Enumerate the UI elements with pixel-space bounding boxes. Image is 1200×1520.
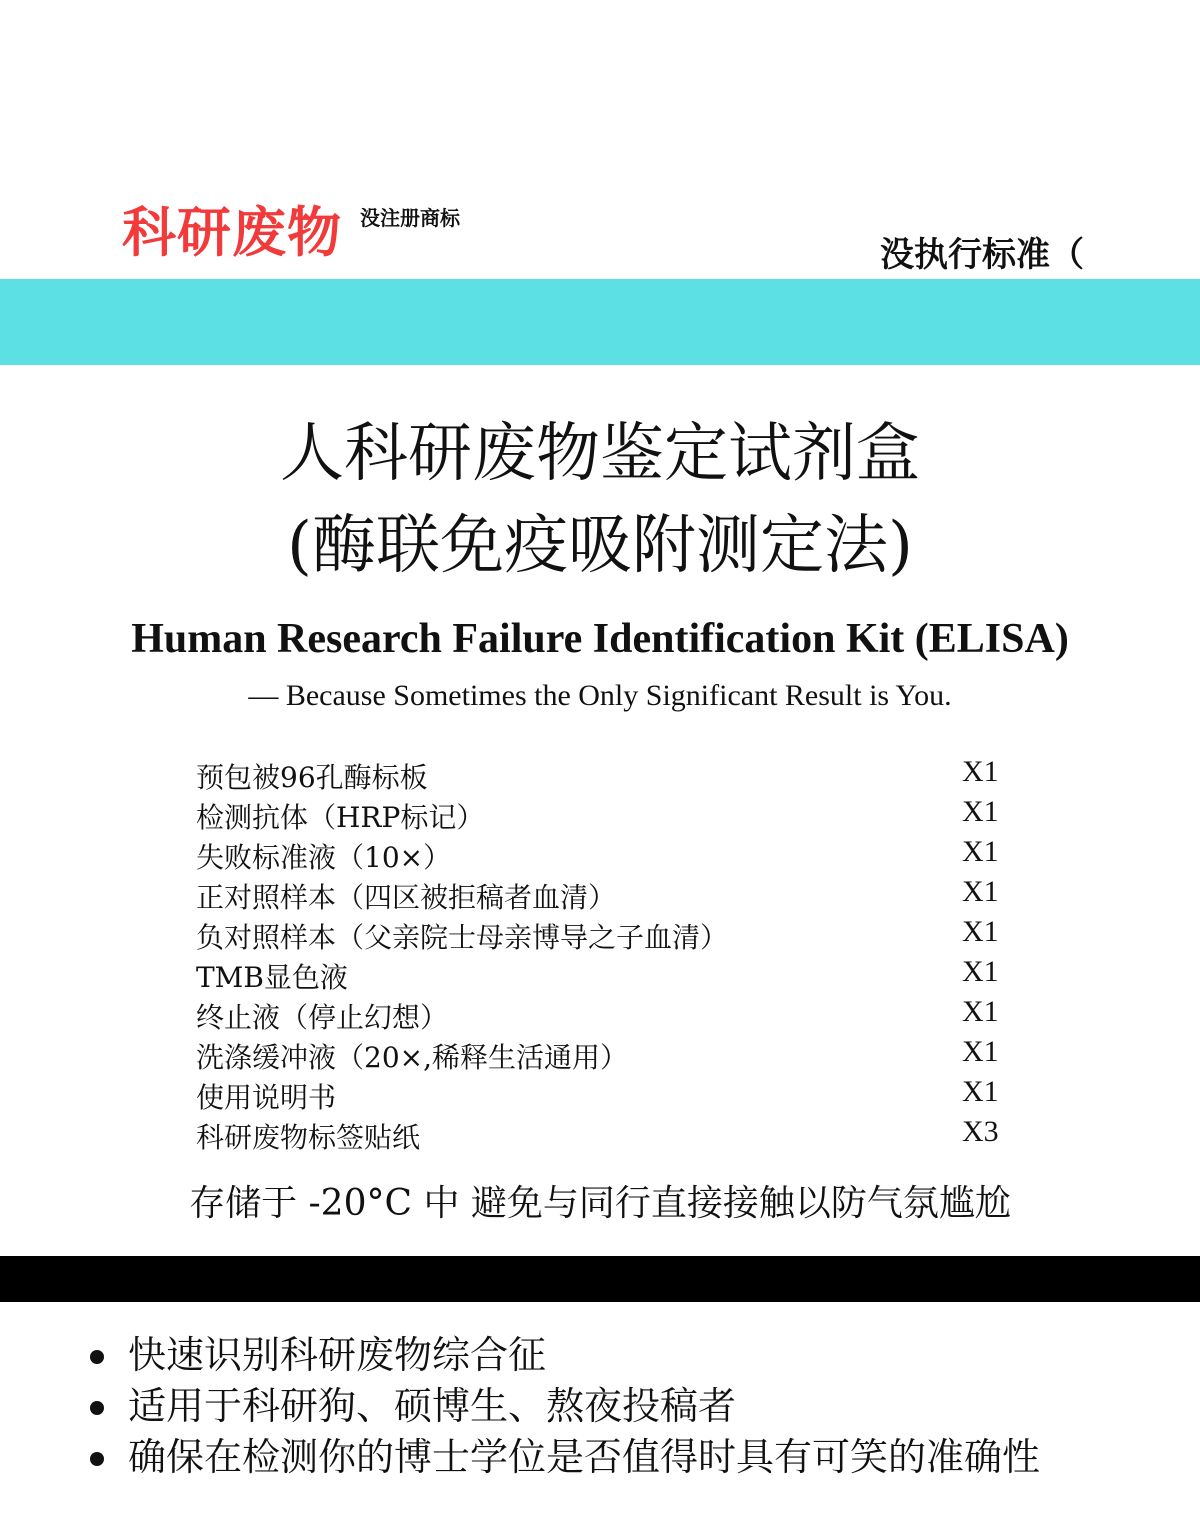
- kit-item-qty: X1: [962, 915, 999, 948]
- title-chinese-line2: (酶联免疫吸附测定法): [287, 509, 913, 583]
- kit-content-row: [196, 956, 1016, 996]
- kit-item-qty: X1: [962, 755, 999, 788]
- kit-item-name: 使用说明书: [196, 1081, 337, 1114]
- kit-content-row: [196, 796, 1016, 836]
- kit-content-row: [196, 916, 1016, 956]
- black-divider-band: [0, 1256, 1200, 1302]
- title-block: [0, 408, 1200, 592]
- kit-item-qty: X1: [962, 835, 999, 868]
- kit-content-row: [196, 1116, 1016, 1156]
- kit-item-name: TMB显色液: [196, 961, 348, 994]
- kit-item-name: 洗涤缓冲液（20×,稀释生活通用）: [196, 1041, 628, 1074]
- kit-content-row: [196, 1076, 1016, 1116]
- tagline: — Because Sometimes the Only Significant Result is You.: [248, 679, 952, 712]
- kit-item-name: 终止液（停止幻想）: [196, 1001, 449, 1034]
- kit-item-qty: X1: [962, 1075, 999, 1108]
- feature-text: 适用于科研狗、硕博生、熬夜投稿者: [128, 1384, 737, 1428]
- kit-item-qty: X1: [962, 875, 999, 908]
- kit-content-row: [196, 876, 1016, 916]
- kit-contents-list: [196, 756, 1016, 1156]
- kit-item-name: 失败标准液（10×）: [196, 841, 452, 874]
- kit-item-qty: X1: [962, 995, 999, 1028]
- title-chinese-line1: 人科研废物鉴定试剂盒: [280, 417, 920, 491]
- kit-content-row: [196, 756, 1016, 796]
- kit-content-row: [196, 1036, 1016, 1076]
- kit-item-name: 正对照样本（四区被拒稿者血清）: [196, 881, 617, 914]
- kit-item-name: 科研废物标签贴纸: [196, 1121, 421, 1154]
- kit-item-qty: X3: [962, 1115, 999, 1148]
- brand-logo-text: 科研废物: [122, 201, 342, 264]
- title-english: Human Research Failure Identification Kit (ELISA): [131, 616, 1069, 662]
- standard-note: 没执行标准（: [880, 235, 1084, 275]
- bullet-icon: [90, 1401, 104, 1415]
- teal-header-band: [0, 279, 1200, 365]
- kit-content-row: [196, 836, 1016, 876]
- kit-content-row: [196, 996, 1016, 1036]
- kit-item-name: 预包被96孔酶标板: [196, 761, 428, 794]
- kit-item-qty: X1: [962, 955, 999, 988]
- bullet-icon: [90, 1350, 104, 1364]
- feature-text: 快速识别科研废物综合征: [128, 1333, 547, 1377]
- trademark-note: 没注册商标: [360, 206, 460, 230]
- kit-item-name: 负对照样本（父亲院士母亲博导之子血清）: [196, 921, 729, 954]
- feature-text: 确保在检测你的博士学位是否值得时具有可笑的准确性: [128, 1435, 1041, 1479]
- storage-instructions: 存储于 -20°C 中 避免与同行直接接触以防气氛尴尬: [189, 1183, 1011, 1224]
- kit-item-qty: X1: [962, 795, 999, 828]
- kit-item-name: 检测抗体（HRP标记）: [196, 801, 485, 834]
- bullet-icon: [90, 1452, 104, 1466]
- kit-item-qty: X1: [962, 1035, 999, 1068]
